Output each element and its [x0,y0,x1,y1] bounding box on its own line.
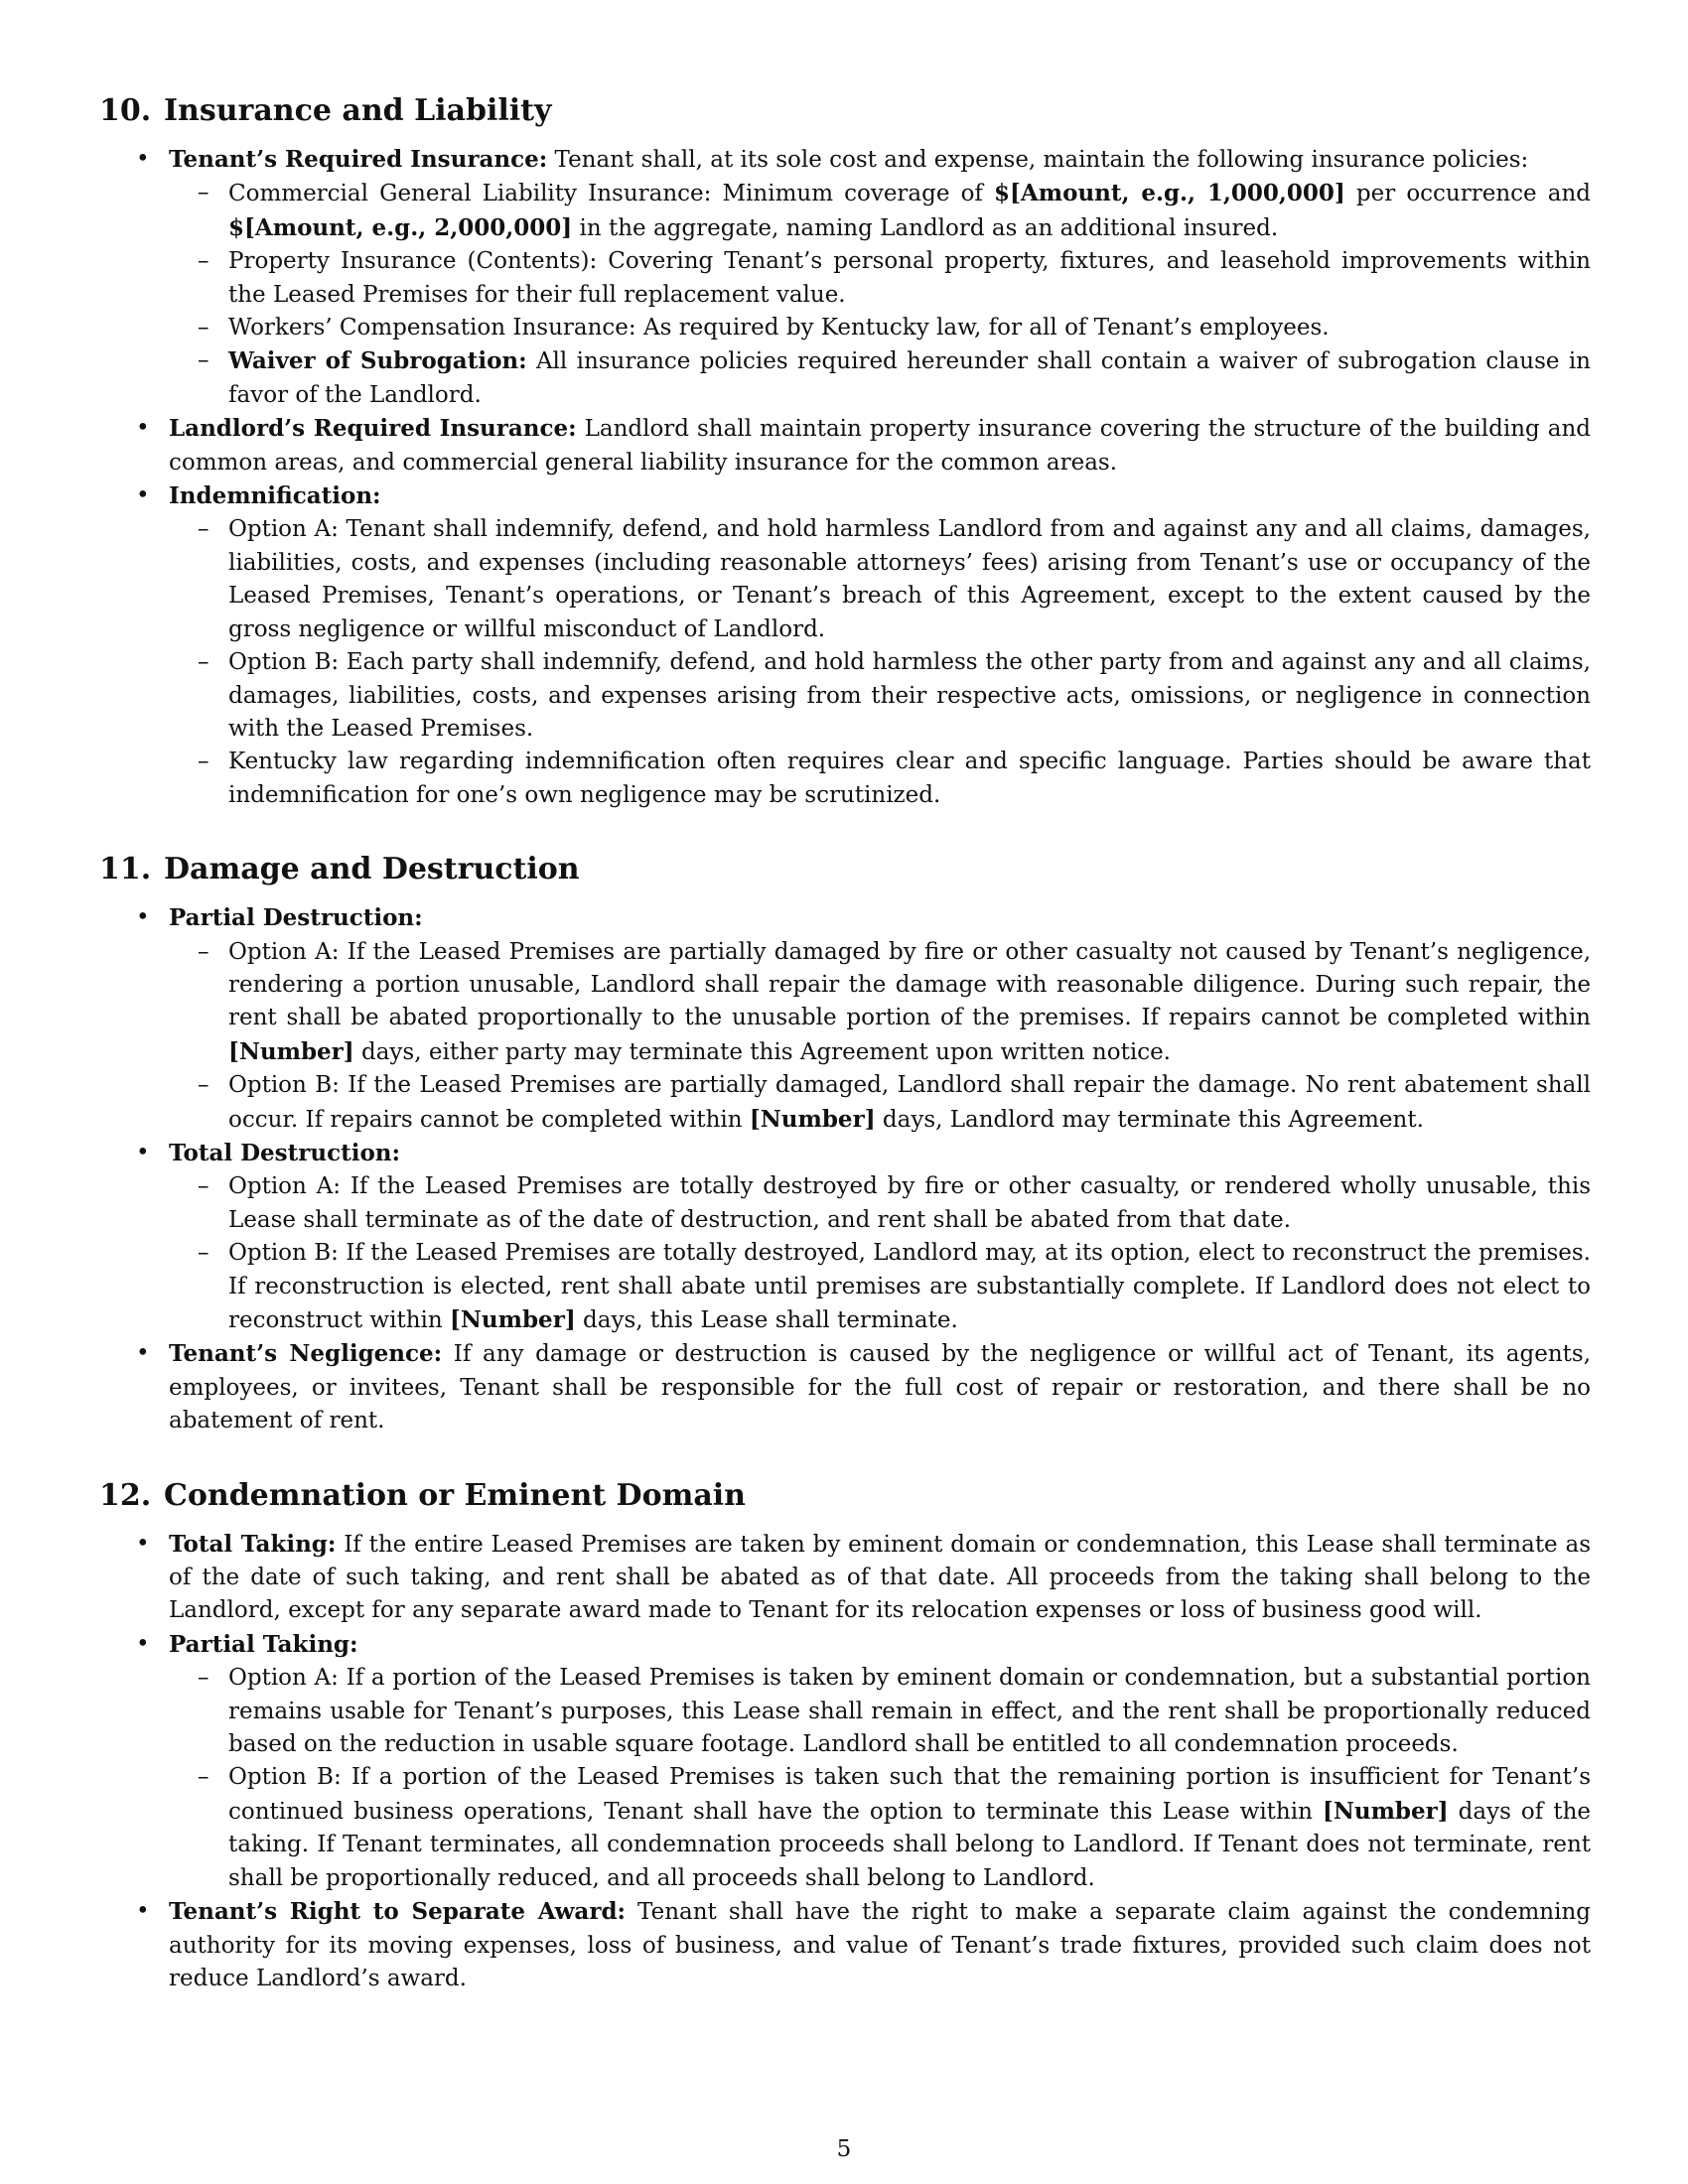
list-item [99,1337,1591,1437]
text-run: Option A: If the Leased Premises are partially damaged by fire or other casualty not caused by Tenant’s negligence, rendering a portion unusable, Landlord shall repair the damage with reasonable diligence. During such repair, the rent shall be abated proportionally to the unusable portion of the premises. If repairs cannot be completed within [228,938,1591,1031]
sub-item [169,746,1591,812]
sub-item [169,245,1591,312]
placeholder-amount: $[Amount, e.g., 1,000,000] [994,180,1345,207]
sub-list [169,177,1591,412]
sub-item [169,344,1591,412]
text-run: Workers’ Compensation Insurance: As required by Kentucky law, for all of Tenant’s employees. [228,315,1330,341]
section-10 [99,91,1591,812]
section-title: Condemnation or Eminent Domain [164,1477,746,1513]
item-lead: Partial Taking: [169,1630,358,1658]
placeholder-amount: $[Amount, e.g., 2,000,000] [228,213,573,241]
list-item [99,1528,1591,1628]
text-run: per occurrence and [1344,181,1592,207]
list-item [99,412,1591,479]
sub-list [169,936,1591,1137]
text-run: Option B: If the Leased Premises are totally destroyed, Landlord may, at its option, elect to reconstruct the premises. If reconstruction is elected, rent shall abate until premises are substantially complete. If Landlord does not elect to reconstruct within [228,1240,1591,1333]
section-title: Insurance and Liability [164,93,552,128]
text-run: All insurance policies required hereunder shall contain a waiver of subrogation clause in favor of the Landlord. [228,348,1591,408]
text-run: days, Landlord may terminate this Agreement. [875,1106,1424,1133]
list-item [99,1137,1591,1337]
sub-item [169,513,1591,646]
item-lead: Total Taking: [169,1530,337,1558]
sub-item [169,1761,1591,1895]
sub-item [169,646,1591,746]
placeholder-number: [Number] [450,1306,576,1333]
text-run: days, either party may terminate this Agreement upon written notice. [353,1038,1171,1065]
section-heading [99,850,1591,889]
text-run: days, this Lease shall terminate. [575,1307,958,1333]
text-run: Property Insurance (Contents): Covering Tenant’s personal property, fixtures, and leasehold improvements within the Leased Premises for their full replacement value. [228,248,1591,308]
sub-list [169,513,1591,812]
item-lead: Tenant’s Negligence: [169,1340,443,1368]
item-lead: Total Destruction: [169,1139,400,1166]
item-text: Landlord shall maintain property insurance covering the structure of the building and common areas, and commercial general liability insurance for the common areas. [169,416,1591,476]
item-text: Tenant shall, at its sole cost and expense, maintain the following insurance policies: [547,147,1529,173]
list-item [99,1628,1591,1895]
text-run: Option A: If the Leased Premises are totally destroyed by fire or other casualty, or rendered wholly unusable, this Lease shall terminate as of the date of destruction, and rent shall be abated from that date. [228,1173,1591,1233]
item-lead: Indemnification: [169,482,381,510]
item-lead: Tenant’s Right to Separate Award: [169,1898,627,1926]
document-page [99,91,1591,2033]
sub-item [169,1069,1591,1137]
section-number: 11. [99,852,152,887]
text-run: Option A: Tenant shall indemnify, defend, and hold harmless Landlord from and against any and all claims, damages, liabilities, costs, and expenses (including reasonable attorneys’ fees) arising from Tenant’s use or occupancy of the Leased Premises, Tenant’s operations, or Tenant’s breach of this Agreement, except to the extent caused by the gross negligence or willful misconduct of Landlord. [228,516,1591,642]
sub-list [169,1662,1591,1895]
item-text: If the entire Leased Premises are taken by eminent domain or condemnation, this Lease shall terminate as of the date of such taking, and rent shall be abated as of that date. All proceeds from the taking shall belong to the Landlord, except for any separate award made to Tenant for its relocation expenses or loss of business good will. [169,1531,1591,1624]
section-heading [99,91,1591,131]
sub-item [169,1237,1591,1337]
item-lead: Tenant’s Required Insurance: [169,146,548,173]
item-text: If any damage or destruction is caused by the negligence or willful act of Tenant, its agents, employees, or invitees, Tenant shall be responsible for the full cost of repair or restoration, and there shall be no abatement of rent. [169,1341,1591,1434]
list-item [99,901,1591,1137]
bullet-list [99,143,1591,812]
item-text: Tenant shall have the right to make a separate claim against the condemning authority for its moving expenses, loss of business, and value of Tenant’s trade fixtures, provided such claim does not reduce Landlord’s award. [169,1899,1591,1991]
placeholder-number: [Number] [228,1037,354,1065]
list-item [99,1895,1591,1995]
sub-list [169,1170,1591,1337]
item-lead: Partial Destruction: [169,904,423,932]
item-lead: Landlord’s Required Insurance: [169,415,577,443]
text-run: days of the taking. If Tenant terminates, all condemnation proceeds shall belong to Landlord. If Tenant does not terminate, rent shall be proportionally reduced, and all proceeds shall belong to Landlord. [228,1798,1591,1891]
section-11 [99,850,1591,1438]
placeholder-number: [Number] [1322,1797,1449,1825]
sub-item [169,177,1591,245]
text-run: Option B: If the Leased Premises are partially damaged, Landlord shall repair the damage. No rent abatement shall occur. If repairs cannot be completed within [228,1072,1591,1133]
text-run: Kentucky law regarding indemnification often requires clear and specific language. Parties should be aware that indemnification for one’s own negligence may be scrutinized. [228,749,1591,808]
text-run: Option A: If a portion of the Leased Premises is taken by eminent domain or condemnation, but a substantial portion remains usable for Tenant’s purposes, this Lease shall remain in effect, and the rent shall be proportionally reduced based on the reduction in usable square footage. Landlord shall be entitled to all condemnation proceeds. [228,1665,1591,1758]
section-number: 12. [99,1477,152,1513]
placeholder-number: [Number] [749,1105,876,1133]
bullet-list [99,901,1591,1438]
sub-item-lead: Waiver of Subrogation: [228,347,527,375]
section-heading [99,1476,1591,1516]
sub-item [169,1170,1591,1237]
section-12 [99,1476,1591,1996]
section-title: Damage and Destruction [164,852,580,887]
sub-item [169,312,1591,344]
page-number: 5 [836,2136,852,2162]
list-item [99,479,1591,812]
text-run: Option B: Each party shall indemnify, defend, and hold harmless the other party from and against any and all claims, damages, liabilities, costs, and expenses arising from their respective acts, omissions, or negligence in connection with the Leased Premises. [228,649,1591,742]
list-item [99,143,1591,412]
section-number: 10. [99,93,152,128]
text-run: Option B: If a portion of the Leased Premises is taken such that the remaining portion is insufficient for Tenant’s continued business operations, Tenant shall have the option to terminate this Lease within [228,1764,1591,1825]
text-run: Commercial General Liability Insurance: Minimum coverage of [228,181,995,207]
text-run: in the aggregate, naming Landlord as an additional insured. [572,214,1279,241]
sub-item [169,1662,1591,1761]
bullet-list [99,1528,1591,1996]
sub-item [169,936,1591,1070]
